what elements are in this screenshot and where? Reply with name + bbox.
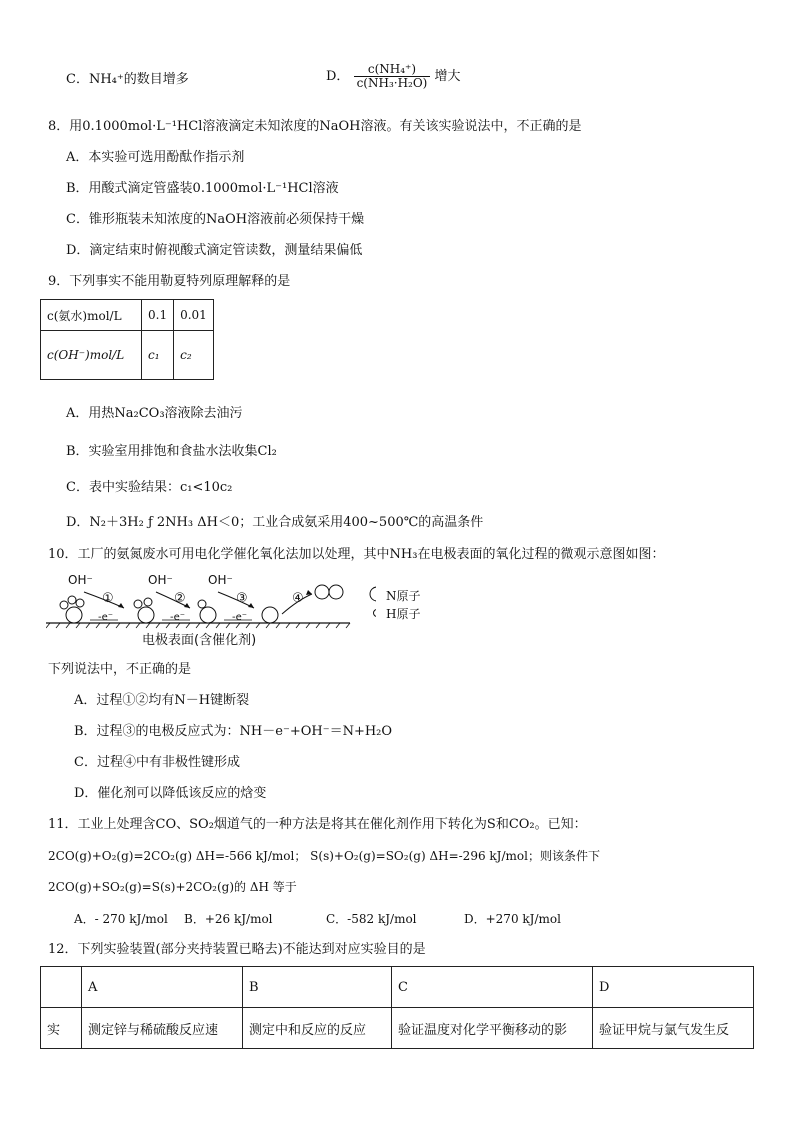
q11-option-b: B．+26 kJ/mol bbox=[184, 912, 273, 926]
table-cell: 实 bbox=[41, 1008, 82, 1049]
table-cell: B bbox=[243, 967, 392, 1008]
n-atom bbox=[329, 585, 343, 599]
table-row bbox=[41, 967, 754, 1008]
hydroxide-label: OH⁻ bbox=[148, 573, 173, 587]
table-row bbox=[41, 1008, 754, 1049]
q11-option-d: D．+270 kJ/mol bbox=[464, 912, 561, 926]
step-label: ① bbox=[102, 591, 114, 606]
q8-option-a: A．本实验可选用酚酞作指示剂 bbox=[66, 150, 245, 165]
legend-h-atom bbox=[374, 610, 377, 617]
q10-option-a: A．过程①②均有N－H键断裂 bbox=[74, 693, 250, 708]
table-row bbox=[41, 331, 214, 380]
h-atom bbox=[144, 598, 152, 606]
prev-option-d bbox=[326, 63, 461, 90]
table-cell: 验证温度对化学平衡移动的影 bbox=[392, 1008, 593, 1049]
n-atom bbox=[138, 607, 154, 623]
h-atom bbox=[76, 599, 84, 607]
fraction-numerator: c(NH₄⁺) bbox=[354, 63, 431, 77]
electron-label: -e⁻ bbox=[170, 612, 186, 623]
step-label: ④ bbox=[292, 591, 304, 606]
table-row bbox=[41, 300, 214, 331]
legend-n-atom bbox=[370, 587, 376, 601]
q9-table bbox=[40, 299, 214, 380]
n-atom bbox=[262, 607, 278, 623]
q10-option-d: D．催化剂可以降低该反应的焓变 bbox=[74, 786, 267, 801]
q9-option-b: B．实验室用排饱和食盐水法收集Cl₂ bbox=[66, 444, 277, 459]
step-label: ② bbox=[174, 591, 186, 606]
q8-stem: 8．用0.1000mol·L⁻¹HCl溶液滴定未知浓度的NaOH溶液。有关该实验说法中，不正确的是 bbox=[48, 119, 582, 134]
table-cell: 测定锌与稀硫酸反应速 bbox=[82, 1008, 243, 1049]
q9-stem: 9．下列事实不能用勒夏特列原理解释的是 bbox=[48, 274, 291, 289]
electron-label: -e⁻ bbox=[98, 612, 114, 623]
table-cell: D bbox=[593, 967, 754, 1008]
table-cell: 0.1 bbox=[142, 300, 174, 331]
table-cell: 测定中和反应的反应 bbox=[243, 1008, 392, 1049]
step-label: ③ bbox=[236, 591, 248, 606]
table-cell: 验证甲烷与氯气发生反 bbox=[593, 1008, 754, 1049]
prev-option-d-prefix: D． bbox=[326, 69, 350, 84]
table-cell: c(氨水)mol/L bbox=[41, 300, 142, 331]
q10-stem: 10．工厂的氨氮废水可用电化学催化氧化法加以处理，其中NH₃在电极表面的氧化过程的微观示意图如图： bbox=[48, 547, 665, 562]
table-cell: c₁ bbox=[142, 331, 174, 380]
q9-option-a: A．用热Na₂CO₃溶液除去油污 bbox=[66, 406, 243, 421]
electrode-oxidation-diagram bbox=[46, 570, 376, 652]
diagram-caption: 电极表面(含催化剂) bbox=[142, 633, 257, 648]
table-cell: A bbox=[82, 967, 243, 1008]
q10-option-b: B．过程③的电极反应式为：NH－e⁻+OH⁻＝N+H₂O bbox=[74, 724, 393, 739]
q9-option-c: C．表中实验结果：c₁<10c₂ bbox=[66, 480, 233, 495]
fraction-denominator: c(NH₃·H₂O) bbox=[356, 76, 428, 90]
q8-option-c: C．锥形瓶装未知浓度的NaOH溶液前必须保持干燥 bbox=[66, 212, 365, 227]
q11-option-a: A．- 270 kJ/mol bbox=[74, 912, 168, 926]
prev-option-d-suffix: 增大 bbox=[434, 69, 461, 84]
h-atom bbox=[198, 600, 206, 608]
q11-option-c: C．-582 kJ/mol bbox=[326, 912, 417, 926]
n-atom bbox=[315, 585, 329, 599]
n-atom bbox=[200, 607, 216, 623]
table-cell bbox=[41, 967, 82, 1008]
electron-label: -e⁻ bbox=[232, 612, 248, 623]
h-atom bbox=[134, 600, 142, 608]
hydroxide-label: OH⁻ bbox=[208, 573, 233, 587]
n-atom bbox=[66, 607, 82, 623]
q12-table bbox=[40, 966, 754, 1049]
q10-lead: 下列说法中，不正确的是 bbox=[48, 662, 192, 677]
legend-h-label: H原子 bbox=[386, 607, 421, 621]
table-cell: c₂ bbox=[174, 331, 214, 380]
table-cell: C bbox=[392, 967, 593, 1008]
h-atom bbox=[68, 596, 76, 604]
q8-option-b: B．用酸式滴定管盛装0.1000mol·L⁻¹HCl溶液 bbox=[66, 181, 339, 196]
concentration-ratio-fraction bbox=[354, 63, 431, 90]
q12-stem: 12．下列实验装置(部分夹持装置已略去)不能达到对应实验目的是 bbox=[48, 942, 426, 957]
table-cell: 0.01 bbox=[174, 300, 214, 331]
legend-n-label: N原子 bbox=[386, 589, 421, 603]
q9-option-d: D．N₂＋3H₂ ƒ 2NH₃ ΔH＜0；工业合成氨采用400~500℃的高温条件 bbox=[66, 515, 484, 530]
h-atom bbox=[60, 601, 68, 609]
q8-option-d: D．滴定结束时俯视酸式滴定管读数，测量结果偏低 bbox=[66, 243, 363, 258]
q11-stem: 11．工业上处理含CO、SO₂烟道气的一种方法是将其在催化剂作用下转化为S和CO₂。已知： bbox=[48, 817, 587, 832]
q11-equations: 2CO(g)+O₂(g)=2CO₂(g) ΔH=-566 kJ/mol； S(s)+O₂(g)=SO₂(g) ΔH=-296 kJ/mol；则该条件下 bbox=[48, 849, 600, 863]
table-cell: c(OH⁻)mol/L bbox=[41, 331, 142, 380]
hydroxide-label: OH⁻ bbox=[68, 573, 93, 587]
prev-option-c: C．NH₄⁺的数目增多 bbox=[66, 72, 189, 87]
q11-target-equation: 2CO(g)+SO₂(g)=S(s)+2CO₂(g)的 ΔH 等于 bbox=[48, 880, 297, 894]
q10-option-c: C．过程④中有非极性键形成 bbox=[74, 755, 240, 770]
